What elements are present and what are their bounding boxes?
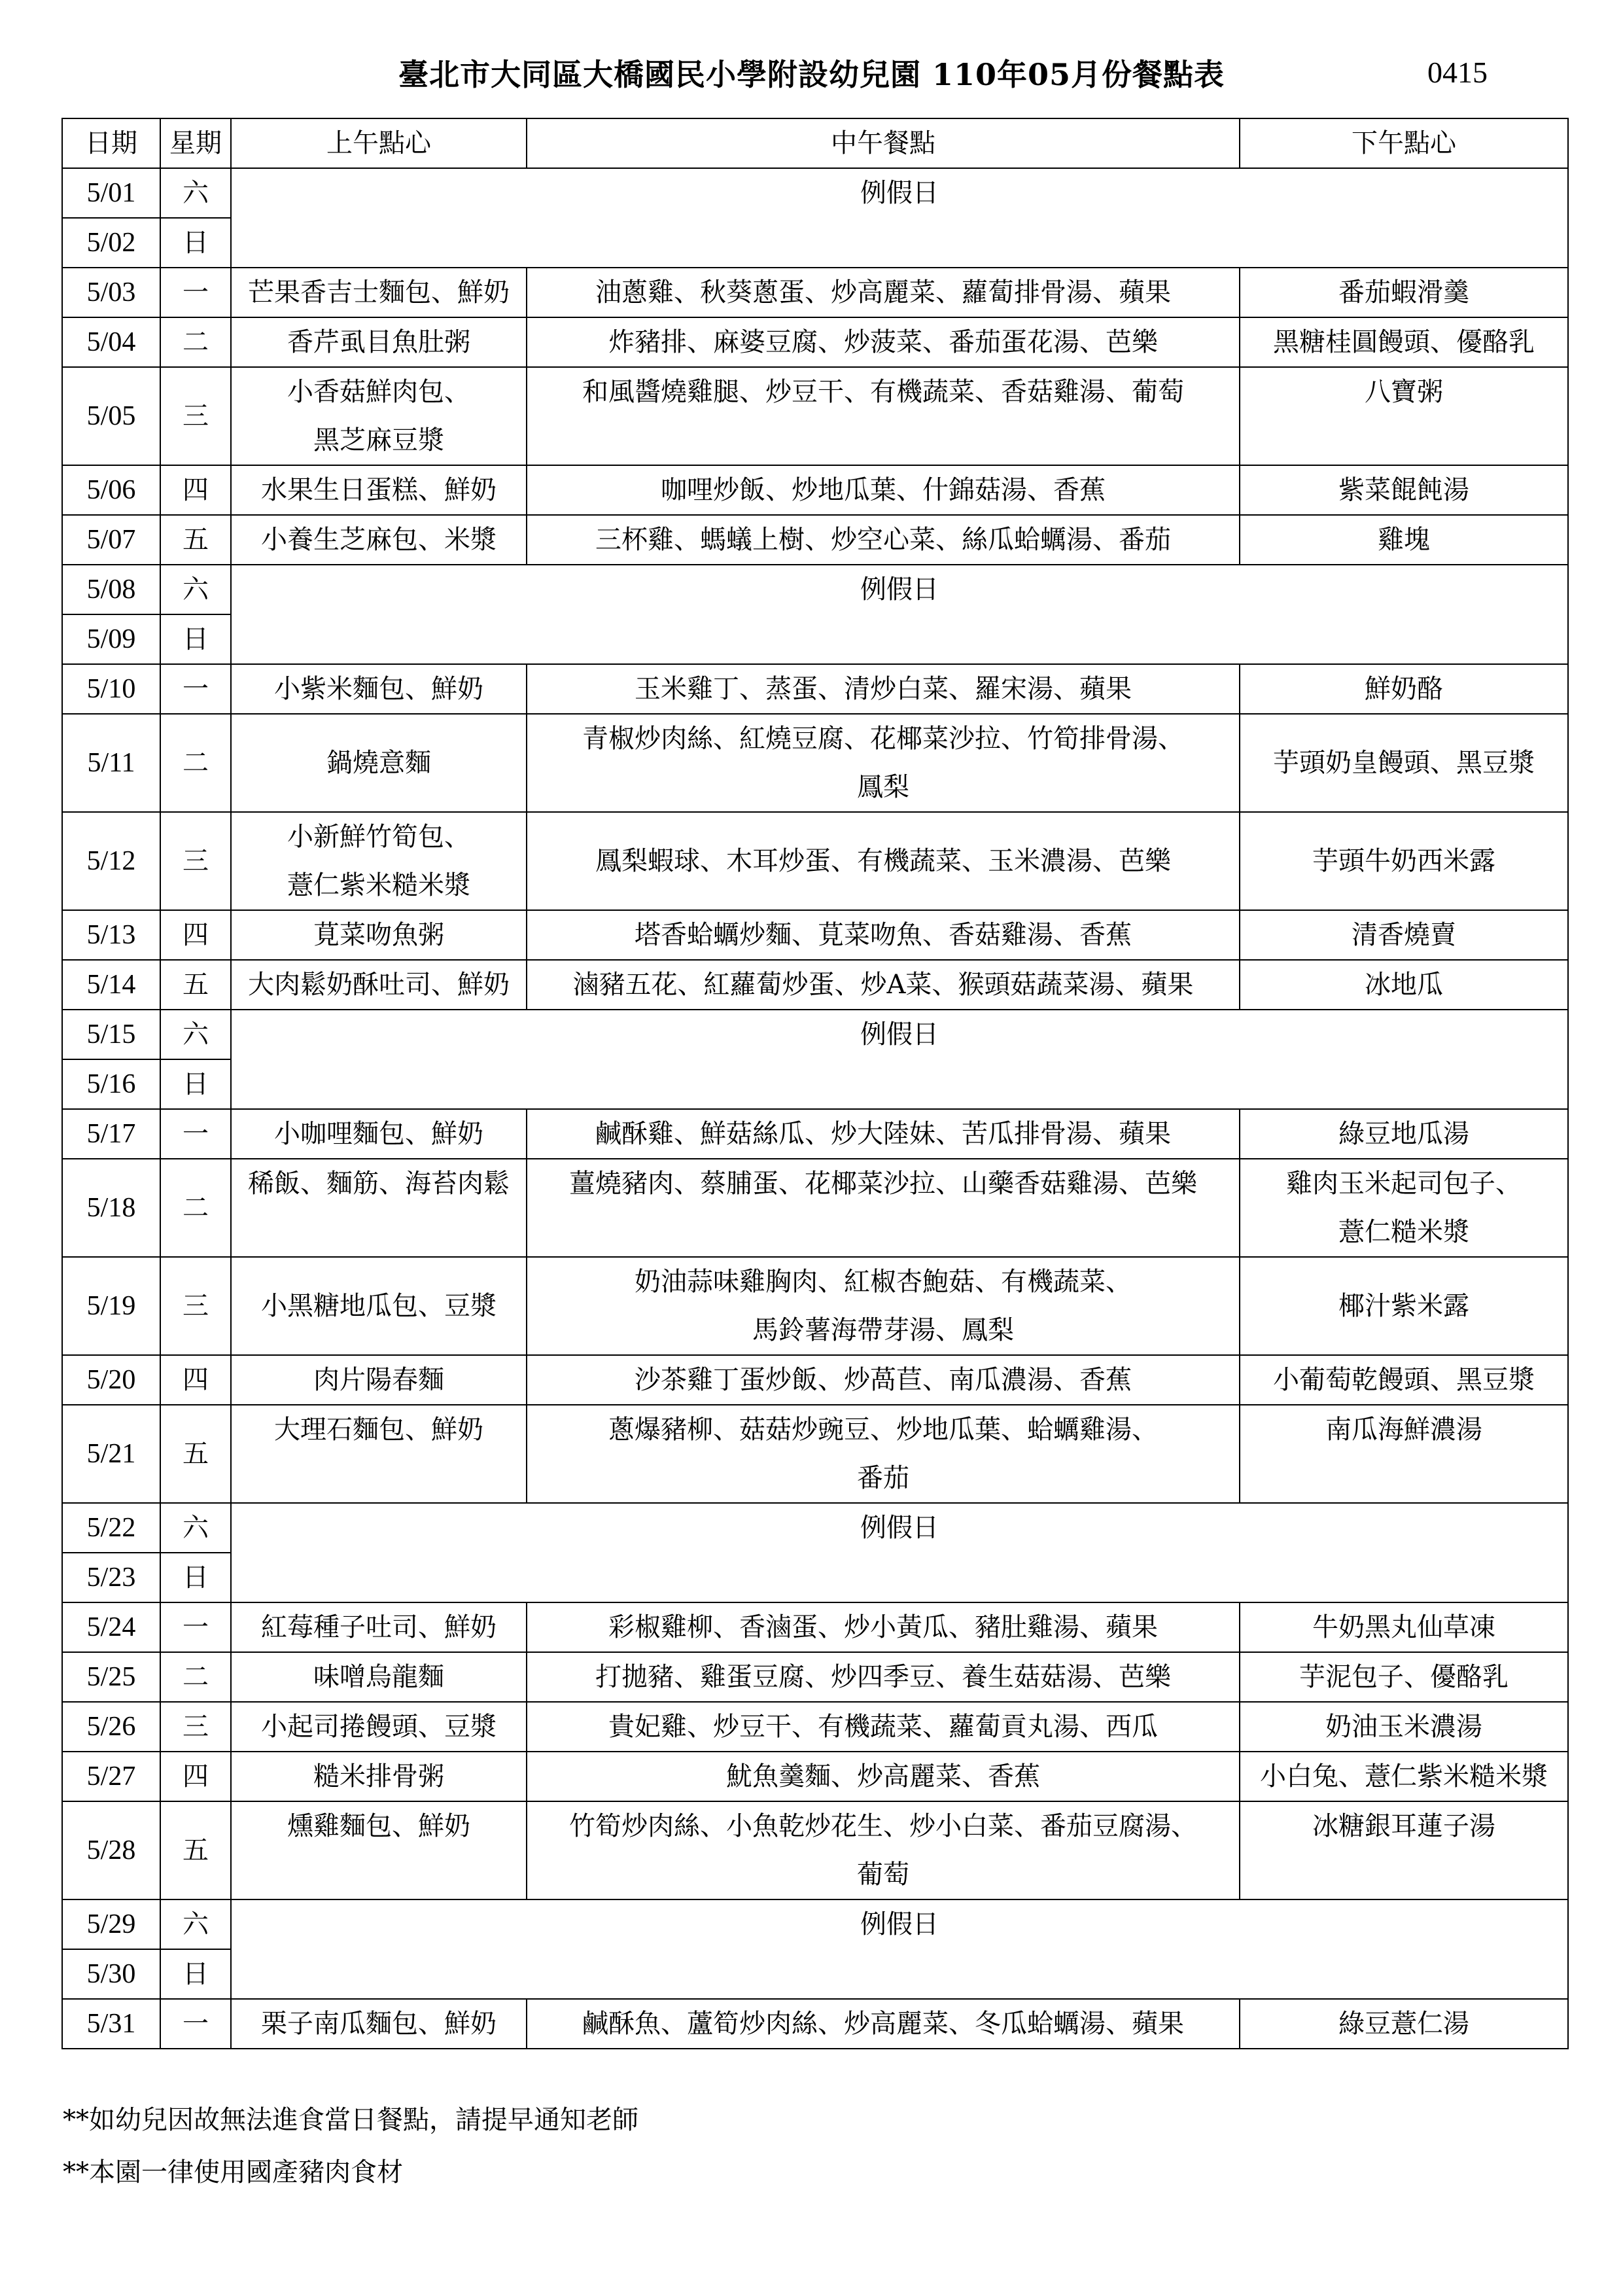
afternoon-snack-cell: 紫菜餛飩湯 (1240, 465, 1568, 515)
table-row (62, 714, 1568, 812)
header-row (62, 118, 1568, 168)
weekday-cell: 六 (160, 1010, 231, 1059)
table-row (62, 268, 1568, 317)
table-row (62, 960, 1568, 1010)
table-row (62, 565, 1568, 614)
lunch-cell: 三杯雞、螞蟻上樹、炒空心菜、絲瓜蛤蠣湯、番茄 (527, 515, 1240, 565)
date-cell: 5/25 (62, 1652, 160, 1702)
weekday-cell: 一 (160, 268, 231, 317)
morning-snack-cell: 小新鮮竹筍包、 薏仁紫米糙米漿 (231, 812, 527, 910)
table-row (62, 1652, 1568, 1702)
holiday-cell: 例假日 (231, 1899, 1568, 1999)
weekday-cell: 四 (160, 465, 231, 515)
lunch-cell: 彩椒雞柳、香滷蛋、炒小黃瓜、豬肚雞湯、蘋果 (527, 1602, 1240, 1652)
date-cell: 5/15 (62, 1010, 160, 1059)
weekday-cell: 日 (160, 218, 231, 268)
weekday-cell: 一 (160, 1109, 231, 1159)
afternoon-snack-cell: 雞塊 (1240, 515, 1568, 565)
morning-snack-cell: 大肉鬆奶酥吐司、鮮奶 (231, 960, 527, 1010)
header-morning-snack: 上午點心 (231, 118, 527, 168)
morning-snack-cell: 燻雞麵包、鮮奶 (231, 1801, 527, 1899)
weekday-cell: 一 (160, 1602, 231, 1652)
table-row (62, 1801, 1568, 1899)
table-row (62, 1405, 1568, 1503)
afternoon-snack-cell: 小葡萄乾饅頭、黑豆漿 (1240, 1355, 1568, 1405)
date-cell: 5/08 (62, 565, 160, 614)
holiday-cell: 例假日 (231, 1010, 1568, 1109)
morning-snack-cell: 芒果香吉士麵包、鮮奶 (231, 268, 527, 317)
lunch-cell: 青椒炒肉絲、紅燒豆腐、花椰菜沙拉、竹筍排骨湯、 鳳梨 (527, 714, 1240, 812)
weekday-cell: 二 (160, 1159, 231, 1257)
table-row (62, 1999, 1568, 2049)
weekday-cell: 一 (160, 664, 231, 714)
weekday-cell: 五 (160, 960, 231, 1010)
weekday-cell: 一 (160, 1999, 231, 2049)
table-row (62, 1752, 1568, 1801)
date-cell: 5/26 (62, 1702, 160, 1752)
table-row (62, 317, 1568, 367)
note-domestic-pork: **本園一律使用國產豬肉食材 (63, 2157, 403, 2187)
morning-snack-cell: 香芹虱目魚肚粥 (231, 317, 527, 367)
morning-snack-cell: 糙米排骨粥 (231, 1752, 527, 1801)
table-row (62, 1503, 1568, 1553)
afternoon-snack-cell: 奶油玉米濃湯 (1240, 1702, 1568, 1752)
header-date: 日期 (62, 118, 160, 168)
lunch-cell: 炸豬排、麻婆豆腐、炒菠菜、番茄蛋花湯、芭樂 (527, 317, 1240, 367)
afternoon-snack-cell: 綠豆薏仁湯 (1240, 1999, 1568, 2049)
header-afternoon-snack: 下午點心 (1240, 118, 1568, 168)
date-cell: 5/29 (62, 1899, 160, 1949)
document-code: 0415 (1427, 56, 1488, 89)
holiday-cell: 例假日 (231, 168, 1568, 268)
afternoon-snack-cell: 八寶粥 (1240, 367, 1568, 465)
lunch-cell: 玉米雞丁、蒸蛋、清炒白菜、羅宋湯、蘋果 (527, 664, 1240, 714)
date-cell: 5/04 (62, 317, 160, 367)
morning-snack-cell: 稀飯、麵筋、海苔肉鬆 (231, 1159, 527, 1257)
lunch-cell: 魷魚羹麵、炒高麗菜、香蕉 (527, 1752, 1240, 1801)
date-cell: 5/21 (62, 1405, 160, 1503)
table-row (62, 664, 1568, 714)
table-row (62, 1355, 1568, 1405)
date-cell: 5/03 (62, 268, 160, 317)
afternoon-snack-cell: 牛奶黑丸仙草凍 (1240, 1602, 1568, 1652)
date-cell: 5/30 (62, 1949, 160, 1999)
morning-snack-cell: 小香菇鮮肉包、 黑芝麻豆漿 (231, 367, 527, 465)
lunch-cell: 打拋豬、雞蛋豆腐、炒四季豆、養生菇菇湯、芭樂 (527, 1652, 1240, 1702)
date-cell: 5/18 (62, 1159, 160, 1257)
weekday-cell: 六 (160, 565, 231, 614)
date-cell: 5/24 (62, 1602, 160, 1652)
header-lunch: 中午餐點 (527, 118, 1240, 168)
lunch-cell: 鹹酥魚、蘆筍炒肉絲、炒高麗菜、冬瓜蛤蠣湯、蘋果 (527, 1999, 1240, 2049)
weekday-cell: 六 (160, 1899, 231, 1949)
page-title: 臺北市大同區大橋國民小學附設幼兒園 110年05月份餐點表 (398, 57, 1225, 92)
afternoon-snack-cell: 芋泥包子、優酪乳 (1240, 1652, 1568, 1702)
date-cell: 5/14 (62, 960, 160, 1010)
weekday-cell: 六 (160, 168, 231, 218)
table-row (62, 812, 1568, 910)
afternoon-snack-cell: 雞肉玉米起司包子、 薏仁糙米漿 (1240, 1159, 1568, 1257)
date-cell: 5/09 (62, 614, 160, 664)
date-cell: 5/28 (62, 1801, 160, 1899)
weekday-cell: 五 (160, 1801, 231, 1899)
date-cell: 5/11 (62, 714, 160, 812)
morning-snack-cell: 小咖哩麵包、鮮奶 (231, 1109, 527, 1159)
notes (63, 2094, 638, 2199)
table-row (62, 1257, 1568, 1355)
lunch-cell: 奶油蒜味雞胸肉、紅椒杏鮑菇、有機蔬菜、 馬鈴薯海帶芽湯、鳳梨 (527, 1257, 1240, 1355)
table-row (62, 168, 1568, 218)
afternoon-snack-cell: 鮮奶酪 (1240, 664, 1568, 714)
afternoon-snack-cell: 椰汁紫米露 (1240, 1257, 1568, 1355)
date-cell: 5/17 (62, 1109, 160, 1159)
weekday-cell: 三 (160, 1257, 231, 1355)
weekday-cell: 二 (160, 714, 231, 812)
morning-snack-cell: 紅莓種子吐司、鮮奶 (231, 1602, 527, 1652)
lunch-cell: 貴妃雞、炒豆干、有機蔬菜、蘿蔔貢丸湯、西瓜 (527, 1702, 1240, 1752)
weekday-cell: 日 (160, 1059, 231, 1109)
lunch-cell: 和風醬燒雞腿、炒豆干、有機蔬菜、香菇雞湯、葡萄 (527, 367, 1240, 465)
table-row (62, 1109, 1568, 1159)
lunch-cell: 塔香蛤蠣炒麵、莧菜吻魚、香菇雞湯、香蕉 (527, 910, 1240, 960)
holiday-cell: 例假日 (231, 565, 1568, 664)
morning-snack-cell: 小紫米麵包、鮮奶 (231, 664, 527, 714)
lunch-cell: 油蔥雞、秋葵蔥蛋、炒高麗菜、蘿蔔排骨湯、蘋果 (527, 268, 1240, 317)
morning-snack-cell: 肉片陽春麵 (231, 1355, 527, 1405)
afternoon-snack-cell: 綠豆地瓜湯 (1240, 1109, 1568, 1159)
date-cell: 5/02 (62, 218, 160, 268)
morning-snack-cell: 小起司捲饅頭、豆漿 (231, 1702, 527, 1752)
table-row (62, 367, 1568, 465)
date-cell: 5/01 (62, 168, 160, 218)
afternoon-snack-cell: 番茄蝦滑羹 (1240, 268, 1568, 317)
weekday-cell: 日 (160, 1553, 231, 1602)
weekday-cell: 六 (160, 1503, 231, 1553)
afternoon-snack-cell: 清香燒賣 (1240, 910, 1568, 960)
date-cell: 5/05 (62, 367, 160, 465)
lunch-cell: 滷豬五花、紅蘿蔔炒蛋、炒A菜、猴頭菇蔬菜湯、蘋果 (527, 960, 1240, 1010)
table-row (62, 910, 1568, 960)
note-notify-teacher: **如幼兒因故無法進食當日餐點，請提早通知老師 (63, 2105, 638, 2135)
table-row (62, 465, 1568, 515)
morning-snack-cell: 水果生日蛋糕、鮮奶 (231, 465, 527, 515)
date-cell: 5/10 (62, 664, 160, 714)
weekday-cell: 二 (160, 1652, 231, 1702)
afternoon-snack-cell: 黑糖桂圓饅頭、優酪乳 (1240, 317, 1568, 367)
morning-snack-cell: 莧菜吻魚粥 (231, 910, 527, 960)
weekday-cell: 五 (160, 1405, 231, 1503)
weekday-cell: 三 (160, 367, 231, 465)
afternoon-snack-cell: 冰地瓜 (1240, 960, 1568, 1010)
weekday-cell: 日 (160, 1949, 231, 1999)
afternoon-snack-cell: 小白兔、薏仁紫米糙米漿 (1240, 1752, 1568, 1801)
weekday-cell: 二 (160, 317, 231, 367)
lunch-cell: 沙茶雞丁蛋炒飯、炒萵苣、南瓜濃湯、香蕉 (527, 1355, 1240, 1405)
lunch-cell: 竹筍炒肉絲、小魚乾炒花生、炒小白菜、番茄豆腐湯、 葡萄 (527, 1801, 1240, 1899)
meal-menu-table (61, 118, 1569, 2049)
morning-snack-cell: 鍋燒意麵 (231, 714, 527, 812)
table-row (62, 515, 1568, 565)
weekday-cell: 三 (160, 1702, 231, 1752)
morning-snack-cell: 大理石麵包、鮮奶 (231, 1405, 527, 1503)
table-row (62, 1010, 1568, 1059)
date-cell: 5/31 (62, 1999, 160, 2049)
date-cell: 5/23 (62, 1553, 160, 1602)
date-cell: 5/16 (62, 1059, 160, 1109)
morning-snack-cell: 味噌烏龍麵 (231, 1652, 527, 1702)
lunch-cell: 鹹酥雞、鮮菇絲瓜、炒大陸妹、苦瓜排骨湯、蘋果 (527, 1109, 1240, 1159)
date-cell: 5/27 (62, 1752, 160, 1801)
afternoon-snack-cell: 芋頭奶皇饅頭、黑豆漿 (1240, 714, 1568, 812)
weekday-cell: 日 (160, 614, 231, 664)
lunch-cell: 鳳梨蝦球、木耳炒蛋、有機蔬菜、玉米濃湯、芭樂 (527, 812, 1240, 910)
morning-snack-cell: 小黑糖地瓜包、豆漿 (231, 1257, 527, 1355)
afternoon-snack-cell: 南瓜海鮮濃湯 (1240, 1405, 1568, 1503)
table-row (62, 1159, 1568, 1257)
morning-snack-cell: 栗子南瓜麵包、鮮奶 (231, 1999, 527, 2049)
lunch-cell: 咖哩炒飯、炒地瓜葉、什錦菇湯、香蕉 (527, 465, 1240, 515)
date-cell: 5/13 (62, 910, 160, 960)
table-row (62, 1602, 1568, 1652)
table-row (62, 1899, 1568, 1949)
table-row (62, 1702, 1568, 1752)
date-cell: 5/20 (62, 1355, 160, 1405)
weekday-cell: 三 (160, 812, 231, 910)
date-cell: 5/22 (62, 1503, 160, 1553)
lunch-cell: 薑燒豬肉、蔡脯蛋、花椰菜沙拉、山藥香菇雞湯、芭樂 (527, 1159, 1240, 1257)
weekday-cell: 五 (160, 515, 231, 565)
weekday-cell: 四 (160, 1355, 231, 1405)
date-cell: 5/12 (62, 812, 160, 910)
date-cell: 5/19 (62, 1257, 160, 1355)
afternoon-snack-cell: 冰糖銀耳蓮子湯 (1240, 1801, 1568, 1899)
lunch-cell: 蔥爆豬柳、菇菇炒豌豆、炒地瓜葉、蛤蠣雞湯、 番茄 (527, 1405, 1240, 1503)
date-cell: 5/06 (62, 465, 160, 515)
date-cell: 5/07 (62, 515, 160, 565)
morning-snack-cell: 小養生芝麻包、米漿 (231, 515, 527, 565)
header-weekday: 星期 (160, 118, 231, 168)
weekday-cell: 四 (160, 910, 231, 960)
weekday-cell: 四 (160, 1752, 231, 1801)
afternoon-snack-cell: 芋頭牛奶西米露 (1240, 812, 1568, 910)
holiday-cell: 例假日 (231, 1503, 1568, 1602)
